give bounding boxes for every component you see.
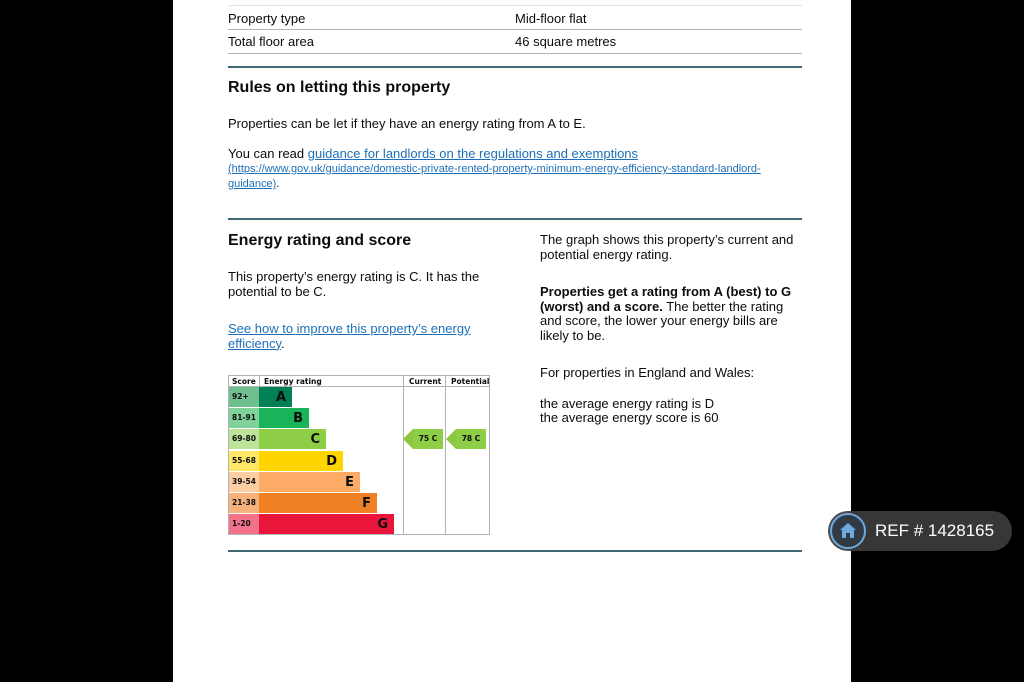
reference-badge: [828, 511, 1012, 551]
detail-value: 46 square metres: [515, 34, 617, 49]
header-potential: Potential: [451, 377, 490, 386]
band-bar-e: E: [259, 472, 360, 492]
band-score-c: 69-80: [229, 429, 259, 449]
row-divider: [228, 29, 802, 30]
region-text: For properties in England and Wales:: [540, 365, 755, 380]
improve-suffix: .: [281, 335, 285, 351]
guidance-url: [228, 162, 802, 177]
letting-heading: Rules on letting this property: [228, 79, 451, 96]
average-score: the average energy score is 60: [540, 410, 719, 425]
guidance-prefix: You can read: [228, 146, 308, 161]
band-score-e: 39-54: [229, 472, 259, 492]
detail-value: Mid-floor flat: [515, 11, 587, 26]
band-bar-a: A: [259, 387, 292, 407]
band-bar-f: F: [259, 493, 377, 513]
reference-text: REF # 1428165: [875, 521, 995, 540]
average-rating: the average energy rating is D: [540, 396, 715, 411]
document-page: [173, 0, 851, 682]
column-divider: [403, 376, 404, 534]
band-score-f: 21-38: [229, 493, 259, 513]
scale-description: [540, 285, 802, 343]
header-current: Current: [409, 377, 442, 386]
detail-label: Property type: [228, 11, 306, 26]
energy-rating-text: This property’s energy rating is C. It has the potential to be C.: [228, 269, 480, 299]
band-score-g: 1-20: [229, 514, 259, 534]
band-score-d: 55-68: [229, 451, 259, 471]
band-bar-b: B: [259, 408, 309, 428]
section-divider: [228, 218, 802, 220]
letting-guidance-paragraph: [228, 147, 802, 162]
guidance-link[interactable]: guidance for landlords on the regulations and exemptions: [307, 146, 639, 161]
scale-rest: The better the rating and score, the lower your energy bills are likely to be.: [540, 298, 784, 343]
header-energy-rating: Energy rating: [264, 377, 322, 386]
current-rating-arrow: 75 C: [413, 429, 443, 449]
header-score: Score: [232, 377, 256, 386]
home-icon: [830, 513, 866, 549]
improve-paragraph: [228, 322, 498, 351]
improve-link[interactable]: See how to improve this property’s energy efficiency: [228, 321, 471, 351]
guidance-url-link-end[interactable]: guidance): [228, 178, 277, 190]
graph-description: The graph shows this property’s current and potential energy rating.: [540, 232, 794, 262]
band-score-a: 92+: [229, 387, 259, 407]
letting-paragraph: Properties can be let if they have an energy rating from A to E.: [228, 116, 586, 131]
energy-heading: Energy rating and score: [228, 232, 412, 249]
potential-rating-arrow: 78 C: [456, 429, 486, 449]
band-bar-c: C: [259, 429, 326, 449]
scale-bold: Properties get a rating from A (best) to G (worst) and a score.: [540, 284, 792, 314]
top-divider: [228, 5, 802, 6]
energy-rating-chart: [228, 375, 490, 535]
column-divider: [259, 376, 260, 386]
guidance-suffix: .: [276, 178, 280, 190]
band-score-b: 81-91: [229, 408, 259, 428]
section-divider: [228, 550, 802, 552]
section-divider: [228, 66, 802, 68]
guidance-url-end: [228, 177, 802, 192]
column-divider: [445, 376, 446, 534]
band-bar-g: G: [259, 514, 394, 534]
band-bar-d: D: [259, 451, 343, 471]
row-divider: [228, 53, 802, 54]
detail-label: Total floor area: [228, 34, 314, 49]
guidance-url-link[interactable]: (https://www.gov.uk/guidance/domestic-private-rented-property-minimum-energy-efficiency-standard-landlord-: [228, 163, 761, 175]
